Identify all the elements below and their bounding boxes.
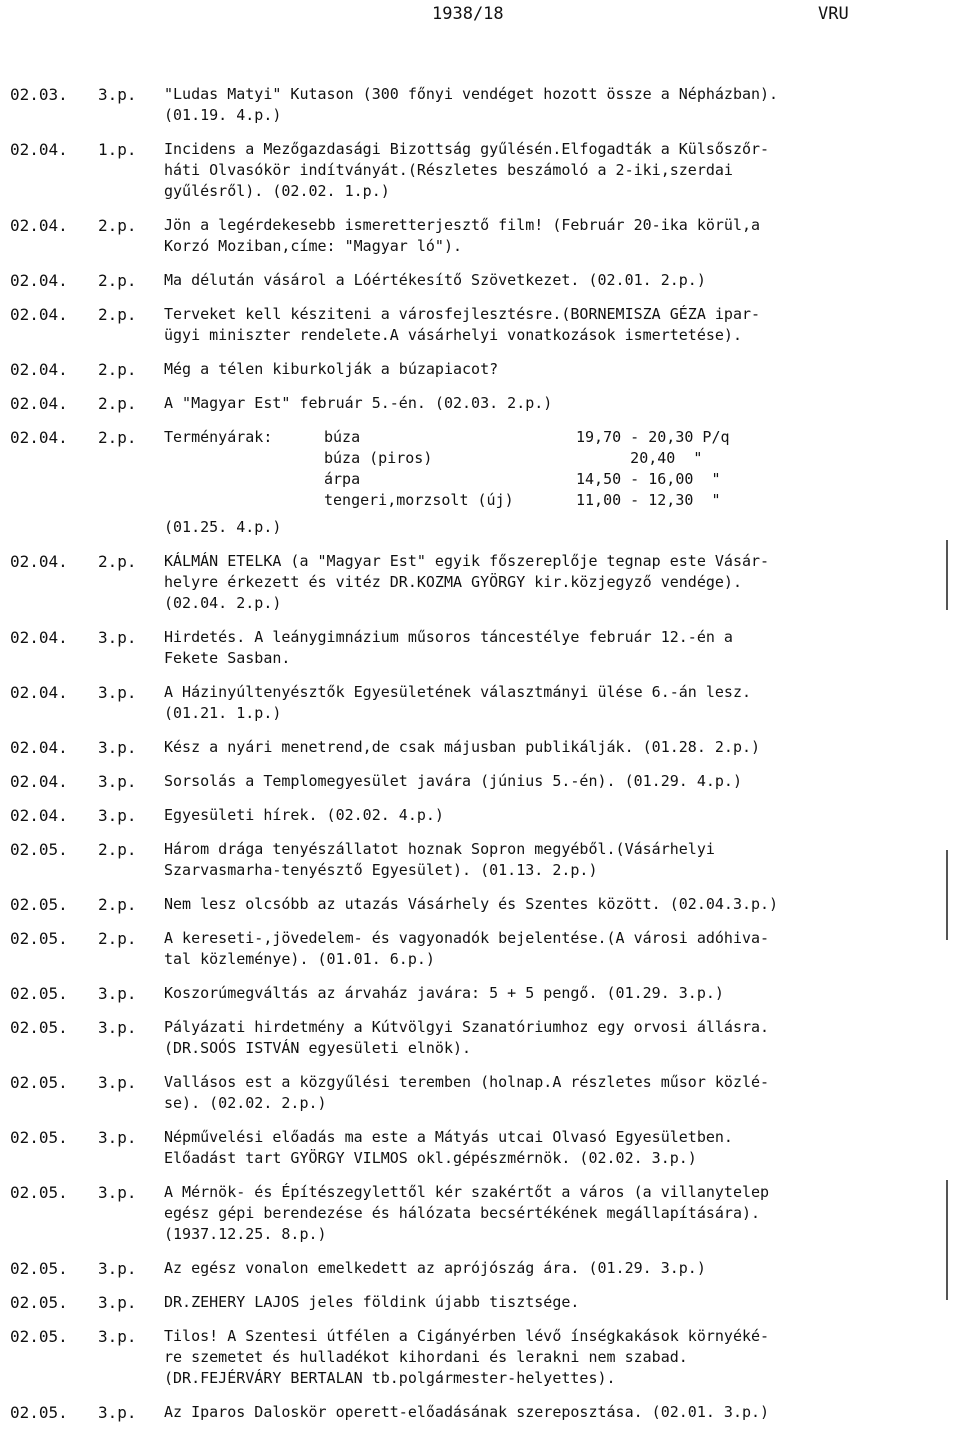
entry-text: Népművelési előadás ma este a Mátyás utcai Olvasó Egyesületben. Előadást tart GYÖRGY VILMOS okl.gépészmérnök. (02.02. 3.p.) xyxy=(164,1128,733,1167)
entry-page: 2.p. xyxy=(98,840,137,859)
entry-text: Tilos! A Szentesi útfélen a Cigányérben lévő ínségkakások környéké- re szemetet és hulladékot kihordani és lerakni nem szabad. (DR.FEJÉRVÁRY BERTALAN tb.polgármester-helyettes). xyxy=(164,1327,770,1387)
price-value: 11,00 - 12,30 " xyxy=(576,491,721,509)
entry-text: KÁLMÁN ETELKA (a "Magyar Est" egyik főszereplője tegnap este Vásár- helyre érkezett és vitéz DR.KOZMA GYÖRGY kir.közjegyző vendége). (02.04. 2.p.) xyxy=(164,552,770,612)
price-value: 14,50 - 16,00 " xyxy=(576,470,721,488)
entry-date: 02.04. xyxy=(10,428,68,447)
entry-list xyxy=(10,84,940,1436)
entry-page: 2.p. xyxy=(98,216,137,235)
price-product: búza xyxy=(324,428,361,446)
entry-page: 3.p. xyxy=(98,683,137,702)
entry-page: 3.p. xyxy=(98,806,137,825)
entry-page: 2.p. xyxy=(98,360,137,379)
entry-row xyxy=(10,359,940,380)
entry-date: 02.05. xyxy=(10,929,68,948)
entry-text: Incidens a Mezőgazdasági Bizottság gyűlésén.Elfogadták a Külsőszőr- háti Olvasókör indítványát.(Részletes beszámoló a 2-iki,szerdai gyűlésről). (02.02. 1.p.) xyxy=(164,140,770,200)
entry-row xyxy=(10,393,940,414)
margin-mark xyxy=(946,850,948,940)
entry-text: Kész a nyári menetrend,de csak májusban publikálják. (01.28. 2.p.) xyxy=(164,738,761,756)
price-product: árpa xyxy=(324,470,361,488)
entry-date: 02.04. xyxy=(10,628,68,647)
page-header xyxy=(0,4,960,28)
entry-text: Jön a legérdekesebb ismeretterjesztő film! (Február 20-ika körül,a Korzó Moziban,címe: "Magyar ló"). xyxy=(164,216,761,255)
entry-page: 2.p. xyxy=(98,305,137,324)
price-value: 19,70 - 20,30 P/q xyxy=(576,428,730,446)
price-label-spacer xyxy=(164,469,324,490)
entry-date: 02.05. xyxy=(10,1293,68,1312)
entry-row xyxy=(10,805,940,826)
price-label-spacer xyxy=(164,448,324,469)
price-table xyxy=(164,427,940,511)
entry-date: 02.05. xyxy=(10,1403,68,1422)
entry-row xyxy=(10,139,940,202)
margin-mark xyxy=(946,540,948,610)
entry-text: Pályázati hirdetmény a Kútvölgyi Szanatóriumhoz egy orvosi állásra. (DR.SOÓS ISTVÁN egyesületi elnök). xyxy=(164,1018,770,1057)
price-product: búza (piros) xyxy=(324,449,433,467)
price-note: (01.25. 4.p.) xyxy=(164,518,282,536)
entry-page: 3.p. xyxy=(98,1259,137,1278)
entry-text: Vallásos est a közgyűlési teremben (holnap.A részletes műsor közlé- se). (02.02. 2.p.) xyxy=(164,1073,770,1112)
entry-page: 2.p. xyxy=(98,271,137,290)
entry-date: 02.04. xyxy=(10,360,68,379)
entry-date: 02.04. xyxy=(10,140,68,159)
entry-row xyxy=(10,983,940,1004)
price-product: tengeri,morzsolt (új) xyxy=(324,491,514,509)
entry-text: Sorsolás a Templomegyesület javára (június 5.-én). (01.29. 4.p.) xyxy=(164,772,742,790)
entry-page: 2.p. xyxy=(98,929,137,948)
entry-row xyxy=(10,1017,940,1059)
entry-date: 02.05. xyxy=(10,1259,68,1278)
entry-row xyxy=(10,215,940,257)
entry-date: 02.05. xyxy=(10,1183,68,1202)
entry-page: 3.p. xyxy=(98,772,137,791)
entry-date: 02.05. xyxy=(10,1018,68,1037)
entry-text: Hirdetés. A leánygimnázium műsoros táncestélye február 12.-én a Fekete Sasban. xyxy=(164,628,733,667)
entry-row xyxy=(10,627,940,669)
entry-text: Még a télen kiburkolják a búzapiacot? xyxy=(164,360,499,378)
entry-page: 2.p. xyxy=(98,394,137,413)
entry-row xyxy=(10,1072,940,1114)
entry-row xyxy=(10,1326,940,1389)
price-label: Terményárak: xyxy=(164,428,273,446)
entry-row xyxy=(10,839,940,881)
entry-row xyxy=(10,894,940,915)
document-code: 1938/18 xyxy=(432,4,504,24)
entry-page: 3.p. xyxy=(98,738,137,757)
entry-text: A kereseti-,jövedelem- és vagyonadók bejelentése.(A városi adóhiva- tal közleménye). (01.01. 6.p.) xyxy=(164,929,770,968)
entry-date: 02.05. xyxy=(10,1073,68,1092)
entry-date: 02.05. xyxy=(10,1327,68,1346)
entry-text: Koszorúmegváltás az árvaház javára: 5 + 5 pengő. (01.29. 3.p.) xyxy=(164,984,724,1002)
entry-row xyxy=(10,1402,940,1423)
entry-date: 02.05. xyxy=(10,840,68,859)
entry-text: A "Magyar Est" február 5.-én. (02.03. 2.p.) xyxy=(164,394,553,412)
entry-page: 2.p. xyxy=(98,428,137,447)
entry-row xyxy=(10,270,940,291)
entry-date: 02.04. xyxy=(10,552,68,571)
entry-row xyxy=(10,737,940,758)
entry-text: A Mérnök- és Építészegylettől kér szakértőt a város (a villanytelep egész gépi berendezése és hálózata becsértékének megállapítására). (1937.12.25. 8.p.) xyxy=(164,1183,770,1243)
entry-row xyxy=(10,304,940,346)
entry-text: Három drága tenyészállatot hoznak Sopron megyéből.(Vásárhelyi Szarvasmarha-tenyésztő Egyesület). (01.13. 2.p.) xyxy=(164,840,715,879)
entry-page: 3.p. xyxy=(98,1403,137,1422)
entry-row xyxy=(10,84,940,126)
entry-page: 3.p. xyxy=(98,1327,137,1346)
entry-date: 02.04. xyxy=(10,305,68,324)
entry-row xyxy=(10,1127,940,1169)
price-label-spacer xyxy=(164,490,324,511)
entry-page: 3.p. xyxy=(98,628,137,647)
entry-date: 02.04. xyxy=(10,683,68,702)
entry-date: 02.04. xyxy=(10,394,68,413)
entry-page: 3.p. xyxy=(98,85,137,104)
entry-row xyxy=(10,928,940,970)
entry-row xyxy=(10,1292,940,1313)
entry-page: 3.p. xyxy=(98,1293,137,1312)
entry-page: 3.p. xyxy=(98,1128,137,1147)
entry-page: 2.p. xyxy=(98,895,137,914)
entry-row xyxy=(10,682,940,724)
entry-date: 02.04. xyxy=(10,772,68,791)
entry-text: Nem lesz olcsóbb az utazás Vásárhely és Szentes között. (02.04.3.p.) xyxy=(164,895,779,913)
document-tag: VRU xyxy=(818,4,849,24)
entry-text: Az egész vonalon emelkedett az aprójószág ára. (01.29. 3.p.) xyxy=(164,1259,706,1277)
entry-row xyxy=(10,427,940,538)
entry-page: 3.p. xyxy=(98,984,137,1003)
entry-row xyxy=(10,551,940,614)
price-value: 20,40 " xyxy=(576,449,703,467)
entry-date: 02.05. xyxy=(10,984,68,1003)
entry-row xyxy=(10,1182,940,1245)
entry-text: A Házinyúltenyésztők Egyesületének választmányi ülése 6.-án lesz. (01.21. 1.p.) xyxy=(164,683,751,722)
entry-page: 2.p. xyxy=(98,552,137,571)
entry-text: Egyesületi hírek. (02.02. 4.p.) xyxy=(164,806,444,824)
entry-page: 3.p. xyxy=(98,1183,137,1202)
entry-text: Terveket kell késziteni a városfejlesztésre.(BORNEMISZA GÉZA ipar- ügyi miniszter rendelete.A vásárhelyi vonatkozások ismertetése). xyxy=(164,305,761,344)
entry-text: "Ludas Matyi" Kutason (300 főnyi vendéget hozott össze a Népházban). (01.19. 4.p.) xyxy=(164,85,779,124)
entry-row xyxy=(10,1258,940,1279)
entry-text: DR.ZEHERY LAJOS jeles földink újabb tisztsége. xyxy=(164,1293,580,1311)
entry-date: 02.05. xyxy=(10,895,68,914)
entry-page: 3.p. xyxy=(98,1073,137,1092)
margin-mark xyxy=(946,1180,948,1300)
entry-date: 02.04. xyxy=(10,216,68,235)
entry-page: 1.p. xyxy=(98,140,137,159)
entry-row xyxy=(10,771,940,792)
entry-page: 3.p. xyxy=(98,1018,137,1037)
entry-date: 02.04. xyxy=(10,271,68,290)
entry-date: 02.04. xyxy=(10,806,68,825)
price-list xyxy=(164,427,940,538)
entry-date: 02.04. xyxy=(10,738,68,757)
entry-text: Az Iparos Daloskör operett-előadásának szereposztása. (02.01. 3.p.) xyxy=(164,1403,770,1421)
entry-date: 02.03. xyxy=(10,85,68,104)
entry-text: Ma délután vásárol a Lóértékesítő Szövetkezet. (02.01. 2.p.) xyxy=(164,271,706,289)
entry-date: 02.05. xyxy=(10,1128,68,1147)
